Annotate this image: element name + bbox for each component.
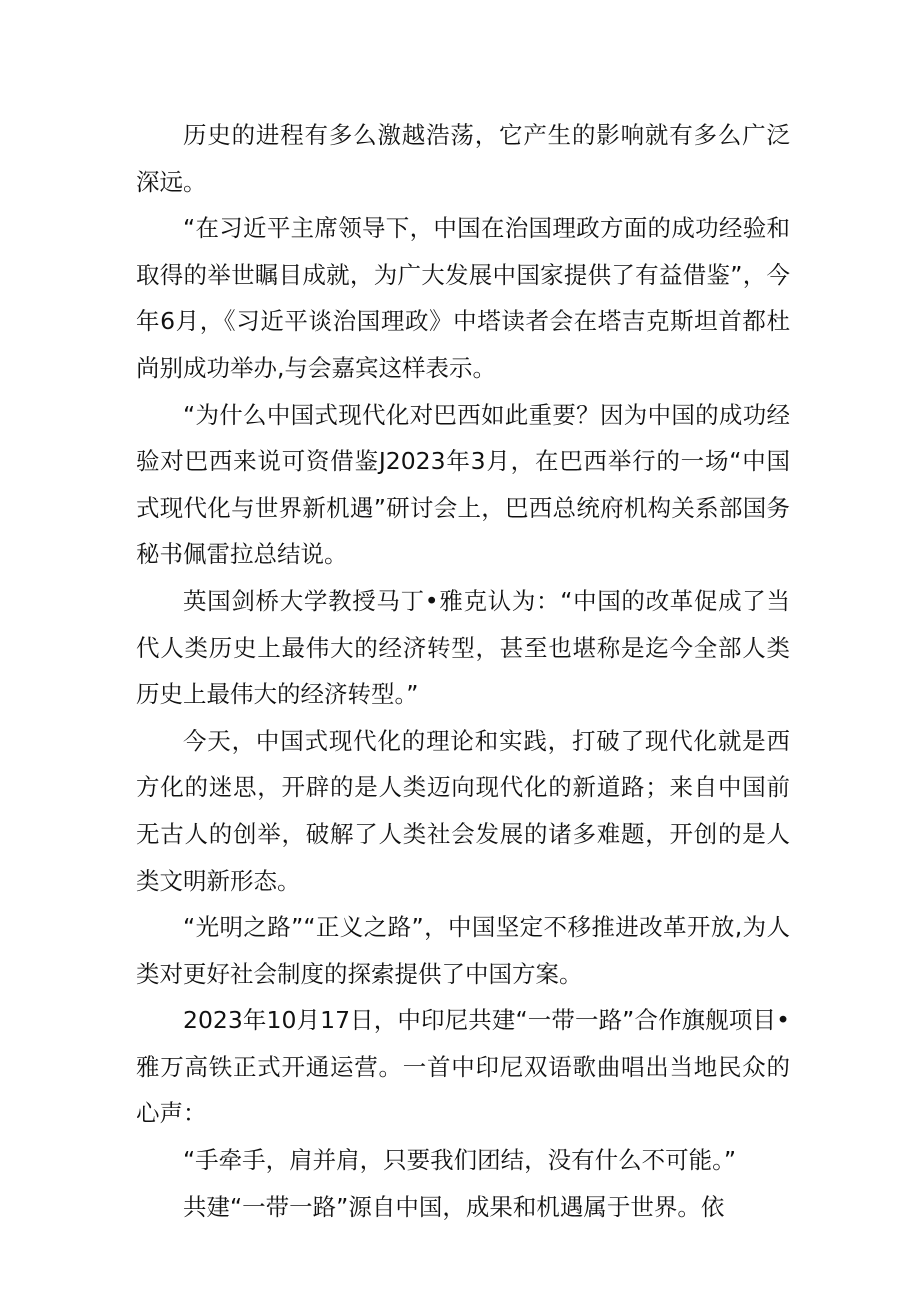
paragraph-china-solution: “光明之路”“正义之路”，中国坚定不移推进改革开放,为人类对更好社会制度的探索提供了中国方案。 (136, 913, 790, 988)
paragraph-brazil-seminar: “为什么中国式现代化对巴西如此重要？因为中国的成功经验对巴西来说可资借鉴J2023年3月，在巴西举行的一场“中国式现代化与世界新机遇”研讨会上，巴西总统府机构关系部国务秘书佩雷拉总结说。 (136, 400, 790, 569)
paragraph-song-lyrics: “手牵手，肩并肩，只要我们团结，没有什么不可能。” (183, 1146, 737, 1175)
paragraph-history-impact: 历史的进程有多么激越浩荡，它产生的影响就有多么广泛深远。 (136, 121, 790, 196)
paragraph-tajikistan-readers: “在习近平主席领导下，中国在治国理政方面的成功经验和取得的举世瞩目成就，为广大发展中国家提供了有益借鉴”，今年6月，《习近平谈治国理政》中塔读者会在塔吉克斯坦首都杜尚别成功举办,与会嘉宾这样表示。 (136, 214, 790, 382)
paragraph-belt-and-road: 共建“一带一路”源自中国，成果和机遇属于世界。依 (183, 1192, 725, 1221)
body-text (136, 112, 790, 1230)
paragraph-martin-jacques: 英国剑桥大学教授马丁•雅克认为：“中国的改革促成了当代人类历史上最伟大的经济转型，甚至也堪称是迄今全部人类历史上最伟大的经济转型。” (136, 586, 790, 709)
paragraph-modernization-path: 今天，中国式现代化的理论和实践，打破了现代化就是西方化的迷思，开辟的是人类迈向现代化的新道路；来自中国前无古人的创举，破解了人类社会发展的诸多难题，开创的是人类文明新形态。 (136, 726, 790, 895)
paragraph-jakarta-bandung-railway: 2023年10月17日，中印尼共建“一带一路”合作旗舰项目•雅万高铁正式开通运营。一首中印尼双语歌曲唱出当地民众的心声： (136, 1006, 790, 1128)
